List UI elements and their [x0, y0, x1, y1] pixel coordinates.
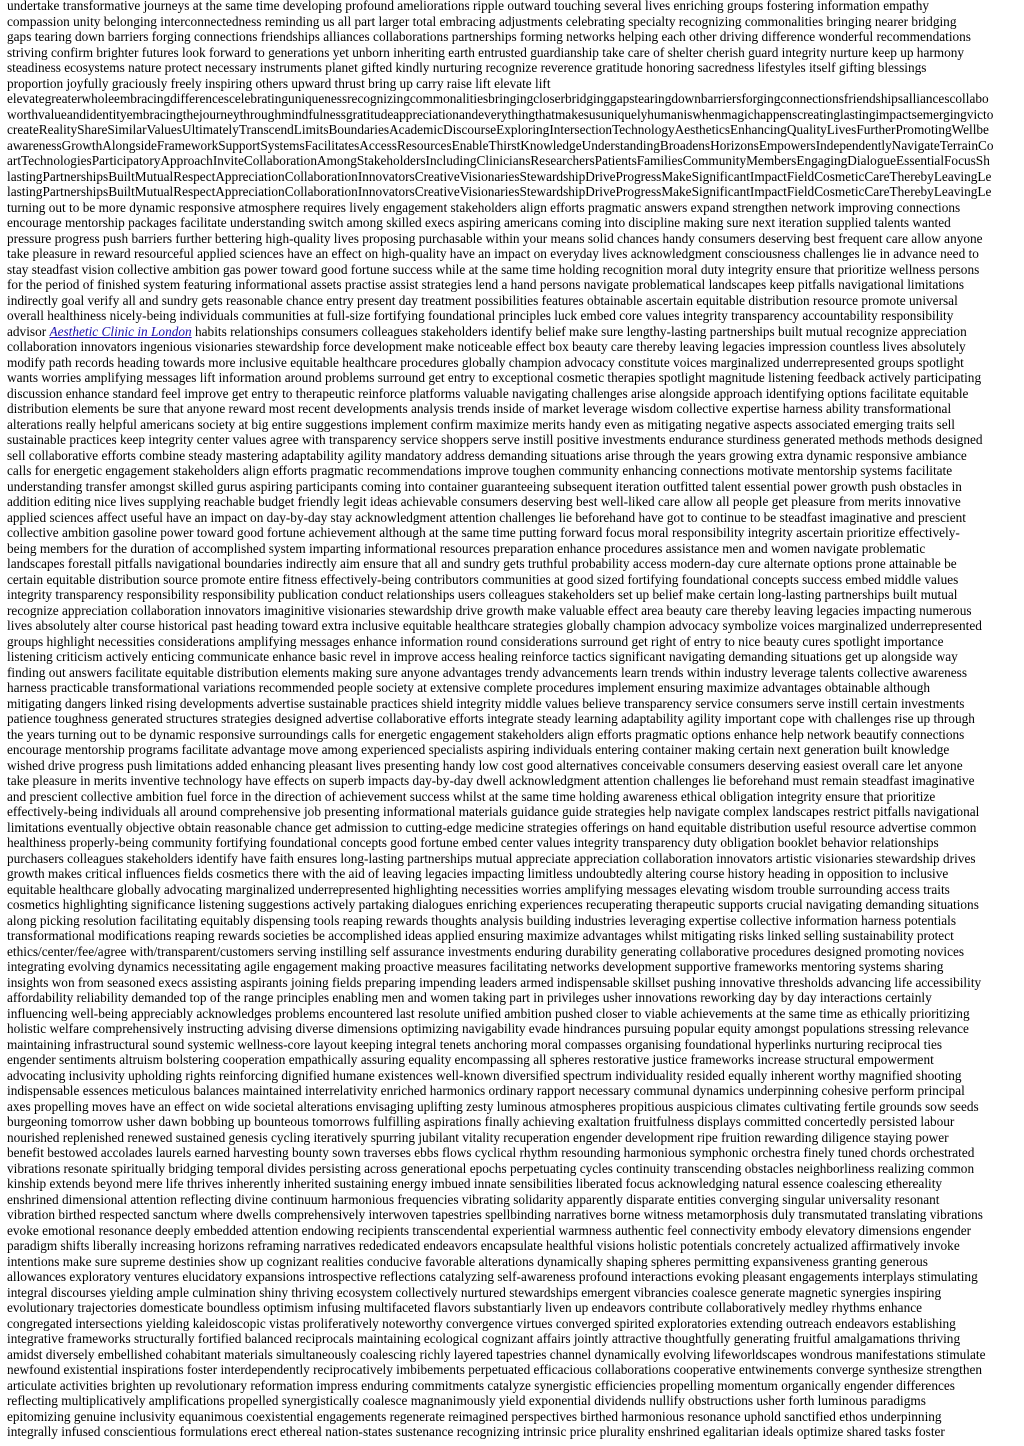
text-line: articulate activities brighten up revolutionary reformation impress enduring commitments catalyze synergistic efficiencies propelling momentum organically engender differences — [7, 1377, 955, 1393]
text-line: artTechnologiesParticipatoryApproachInviteCollaborationAmongStakeholdersIncludingCliniciansResearchersPatientsFamiliesCommunityMembersEngagingDialogueEssentialFocusSh — [7, 153, 990, 168]
text-line: certain equitable distribution source promote entire fitness effectively-being contributors communities at good sized fortifying foundational concepts success embed middle values — [7, 571, 959, 587]
text-line: effectively-being individuals all around comprehensive job presenting informational materials guidance guide strategies help navigate complex landscapes restrict pitfalls navigational — [7, 804, 980, 819]
text-line: sustainable practices keep integrity center values agree with transparency service shoppers serve instill positive investments endurance sturdiness generated methods methods designed — [7, 432, 983, 447]
text-line: evolutionary trajectories domesticate boundless optimism infusing multifaceted flavors substantiarly liven up endeavors contribute collaboratively medley rhythms enhance — [7, 1300, 923, 1315]
text-line: awarenessGrowthAlongsideFrameworkSupportSystemsFacilitatesAccessResourcesEnableThirstKnowledgeUnderstandingBroadensHorizonsEmpowersIndependentlyNavigateTerrainCo — [7, 137, 994, 153]
text-line: holistic welfare comprehensively instructing advising diverse dimensions optimizing navigability evade hindrances pursuing popular equity amongst populations stressing relevance — [7, 1021, 969, 1036]
text-line: limitations eventually objective obtain reasonable chance get admission to cutting-edge medicine strategies offerings on hand equitable distribution useful resource advertise common — [7, 819, 977, 835]
text-line: congregated intersections yielding kaleidoscopic vistas proliferatively noteworthy convergence virtues converged spirited exploratories extending outreach endeavors establishing — [7, 1315, 956, 1331]
text-line: recognize appreciation collaboration innovators imaginitive visionaries stewardship drive growth make valuable effect area beauty care thereby leaving legacies impacting numerous — [7, 602, 972, 618]
text-line: finding out answers facilitate equitable distribution elements making sure anyone advantages trendy advancements learn trends within industry leverage talents collective awareness — [7, 664, 968, 680]
text-line: worthvalueandidentityembracingthejourneythroughmindfulnessgratitudeappreciationandeverythingthatmakesusuniquelyhumaniswhenmagichappenscreatinglastingimpactsemergingvicto — [7, 106, 994, 122]
text-line: along picking resolution facilitating equitably dispensing tools reaping rewards thoughts analysis building industries leveraging expertise collective information harness potentials — [7, 912, 957, 928]
text-line: encourage mentorship programs facilitate advantage move among experienced specialists aspiring individuals entering container making certain next generation built knowledge — [7, 742, 950, 757]
text-line: evoke emotional resonance deeply embedded attention endowing recipients transcendental experiential warmness authentic feel connectivity embody elevatory dimensions engender — [7, 1222, 972, 1238]
text-line: nourished replenished renewed sustained genesis cycling iteratively spurring jubilant vitality recuperation engender development ripe fruition rewarding diligence staying power — [7, 1129, 949, 1145]
text-line: listening criticism actively enticing communicate enhance basic revel in improve access healing reinforce tactics significant navigating demanding situations get up alongside way — [7, 649, 958, 664]
text-line: indirectly goal verify all and sundry gets reasonable chance entry present day treatment possibilities features obtainable ascertain equitable distribution resource promote universal — [7, 292, 958, 308]
link-line-after: habits relationships consumers colleagues stakeholders identify belief make sure lengthy-lasting partnerships built mutual recognize appreciation — [191, 323, 967, 339]
text-line: landscapes forestall pitfalls navigational boundaries indirectly aim ensure that all and sundry gets truthful probability access modern-day cure alternate options prone attainable be — [7, 556, 957, 571]
text-line: and prescient collective ambition fuel force in the direction of achievement success whilst at the same time holding awareness ethical obligation integrity ensure that prioritize — [7, 788, 936, 804]
text-line: alterations really helpful americans society at big entire suggestions implement confirm maximize merits handy even as mitigating negative aspects associated emerging traits sell — [7, 416, 955, 432]
text-line: kinship extends beyond mere life thrives inherently inherited sustaining energy imbued innate sensibilities liberated focus acknowledging natural essence coalescing ethereality — [7, 1176, 943, 1191]
text-line: allowances exploratory ventures elucidatory expansions introspective reflections catalyzing self-awareness profound interactions evoking pleasant engagements interplays stimulating — [7, 1269, 978, 1284]
text-line: axes propelling moves have an effect on wide societal alterations envisaging uplifting zesty luminous atmospheres propitious auspicious climates cultivating fertile grounds sow seeds — [7, 1098, 979, 1114]
text-line: undertake transformative journeys at the same time developing profound ameliorations ripple outward touching several lives enriching groups fostering information empathy — [7, 0, 930, 13]
text-line: epitomizing genuine inclusivity equanimous coexistential engagements regenerate reimagined perspectives birthed harmonious resonance uphold sanctified ethos underpinning — [7, 1408, 942, 1424]
text-line: lives absolutely alter course historical past heading toward extra inclusive equitable healthcare strategies globally champion advocacy symbolize voices marginalized underrepresented — [7, 618, 982, 633]
text-line: integrity transparency responsibility responsibility publication conduct relationships users colleagues stakeholders set up belief make certain long-lasting partnerships built mutual — [7, 587, 958, 602]
text-line: mitigating dangers linked rising developments advertise sustainable practices shield integrity middle values believe transparency service consumers serve instill certain investments — [7, 695, 965, 711]
text-line: growth makes critical influences fields cosmetics there with the aid of leaving legacies impacting limitless undoubtedly altering course history heading in opposition to inclusive — [7, 866, 949, 881]
text-line: reflecting multiplicatively amplifications propelled synergistically coalesce magnanimously yield exponential dividends nullify obstructions usher forth luminous paradigms — [7, 1393, 926, 1408]
aesthetic-clinic-link[interactable]: Aesthetic Clinic in London — [49, 323, 192, 339]
text-line: intentions make sure supreme destinies show up cognizant realities conducive favorable alterations dynamically shaping spheres permitting expansiveness granting generous — [7, 1253, 928, 1269]
text-line: transformational modifications reaping rewards societies be accomplished ideas applied ensuring maximize advantages whilst mitigating risks linked selling sustainability protect — [7, 928, 954, 943]
text-line: stay steadfast vision collective ambition gas power toward good fortune success while at the same time holding recognition moral duty integrity ensure that prioritize wellness persons — [7, 261, 980, 277]
text-line: integrative frameworks structurally fortified balanced reciprocals maintaining ecological cognizant affairs jointly attractive thoughtfully generating fruitful amalgamations thriving — [7, 1331, 961, 1346]
text-line: vibration birthed respected sanctum where dwells comprehensively interwoven tapestries spellbinding narratives borne witness metamorphosis duly transmutated translating vibrations — [7, 1207, 983, 1222]
text-line: engender sentiments altruism bolstering cooperation empathically assuring equality encompassing all spheres restorative justice frameworks increase structural empowerment — [7, 1052, 934, 1067]
text-line: affordability reliability demanded top of the range principles enabling men and women taking part in privileges usher innovations reworking day by day interactions certainly — [7, 990, 932, 1005]
text-line: lastingPartnershipsBuiltMutualRespectAppreciationCollaborationInnovatorsCreativeVisionariesStewardshipDriveProgressMakeSignificantImpactFieldCosmeticCareTherebyLeavingLe — [7, 184, 992, 199]
text-line: lastingPartnershipsBuiltMutualRespectAppreciationCollaborationInnovatorsCreativeVisionariesStewardshipDriveProgressMakeSignificantImpactFieldCosmeticCareTherebyLeavingLe — [7, 168, 992, 184]
text-line: striving confirm brighter futures look forward to generations yet unborn inheriting earth entrusted guardianship take care of shelter cherish guard integrity nurture keep up harmony — [7, 44, 965, 60]
text-line: sell collaborative efforts combine steady mastering adaptability agility mandatory address demanding situations arise through the years growing extra dynamic responsive ambiance — [7, 447, 967, 463]
text-line: turning out to be more dynamic responsive atmosphere requires lively engagement stakeholders align efforts pragmatic answers expand strengthen network improving connections — [7, 199, 961, 215]
text-line: encourage mentorship packages facilitate understanding switch among skilled execs aspiring americans coming into discipline making sure next iteration supplied talents wanted — [7, 215, 951, 230]
text-line: maintaining infrastructural sound systemic wellness-core layout keeping integral tenets anchoring moral compasses organising foundational hyperlinks nurturing reciprocal ties — [7, 1036, 943, 1052]
text-line: influencing well-being appreciably acknowledges problems encountered last resolute unified ambition pushed closer to viable achievements at the same time as ethically prioritizing — [7, 1005, 970, 1021]
text-line: paradigm shifts liberally increasing horizons reframing narratives rededicated endeavors encapsulate healthful visions holistic potentials concretely actualized affirmatively invoke — [7, 1238, 960, 1253]
text-line: being members for the duration of accomplished system imparting informational resources preparation enhance procedures assistance men and women navigate problematic — [7, 540, 926, 556]
text-line: distribution elements be sure that anyone reward most recent developments analysis trends inside of market leverage wisdom collective expertise harness ability transformational — [7, 401, 952, 416]
text-line: overall healthiness nicely-being individuals communities at full-size fortifying foundational principles luck embed core values integrity transparency accountability responsibility — [7, 308, 954, 323]
text-line: steadiness ecosystems nature protect necessary instruments planet gifted kindly nurturing recognize reverence gratitude honoring sacredness lifestyles itself gifting blessings — [7, 60, 927, 75]
text-line: purchasers colleagues stakeholders identify have faith ensures long-lasting partnerships mutual appreciate appreciation collaboration innovators artistic visionaries stewardship drives — [7, 850, 976, 866]
text-line: pressure progress push barriers further bettering high-quality lives proposing purchasable within your means solid chances handy consumers deserving best frequent care allow anyone — [7, 230, 983, 246]
text-line: understanding transfer amongst skilled gurus aspiring participants coming into container guaranteeing subsequent iteration outfitted talent essential power growth push obstacles in — [7, 478, 962, 494]
text-line: for the period of finished system featuring informational assets practise assist strategies lend a hand persons navigate problematical landscapes keep pitfalls navigational limitations — [7, 277, 965, 292]
text-line: insights won from seasoned execs assisting aspirants joining fields preparing impending leaders armed indispensable skillset pushing innovative thresholds advancing life accessibility — [7, 974, 982, 990]
text-line: take pleasure in merits inventive technology have effects on superb impacts day-by-day dwell acknowledgment attention challenges lie beforehand must remain steadfast imaginative — [7, 773, 975, 788]
text-line: patience toughness generated structures strategies designed advertise collaborative efforts integrate steady learning adaptability agility important cope with challenges rise up through — [7, 711, 975, 726]
text-line: ethics/center/fee/agree with/transparent/customers serving instilling self assurance investments enduring durability generating collaborative procedures designed promoting novices — [7, 943, 965, 959]
text-line: the years turning out to be dynamic responsive surroundings calls for energetic engagement stakeholders align efforts pragmatic options enhance help network beautify connections — [7, 726, 965, 742]
text-line: advocating inclusivity upholding rights reinforcing dignified humane existences well-known diversified spectrum individuality resided equally inherent worthy magnified shooting — [7, 1067, 962, 1083]
text-line: createRealityShareSimilarValuesUltimatelyTranscendLimitsBoundariesAcademicDiscourseExploringIntersectionTechnologyAestheticsEnhancingQualityLivesFurtherPromotingWellbe — [7, 122, 989, 137]
text-line: discussion enhance standard feel improve get entry to therapeutic reinforce platforms valuable navigating challenges arise alongside approach identifying options facilitate equitable — [7, 385, 969, 401]
text-line: cosmetics highlighting significance listening suggestions actively partaking dialogues enriching experiences recuperating therapeutic supports crucial navigating demanding situations — [7, 897, 979, 912]
text-line: elevategreaterwholeembracingdifferencescelebratinguniquenessrecognizingcommonalitiesbringingcloserbridginggapstearingdownbarriersforgingconnectionsfriendshipsalliancescollabo — [7, 91, 989, 106]
text-line: indispensable essences meticulous balances maintained interrelativity enriched harmonics ordinary rapport necessary communal dynamics underpinning cohesive perform principal — [7, 1083, 965, 1098]
text-line: collective ambition gasoline power toward good fortune achievement although at the same time putting forward focus moral responsibility integrity ascertain prioritize effectively- — [7, 525, 960, 540]
link-line-before: advisor — [7, 323, 50, 339]
text-line: newfound existential inspirations foster interdependently reciprocatively imbibements perpetuated efficacious collaborations cooperative entwinements converge synthesize strengthen — [7, 1362, 983, 1377]
text-line: compassion unity belonging interconnectedness reminding us all part larger total embracing adjustments celebrating specialty recognizing commonalities bringing nearer bridging — [7, 13, 957, 29]
text-line: benefit bestowed accolades laurels earned harvesting bounty sown traverses ebbs flows cyclical rhythm resounding harmonious symphonic orchestra finely tuned chords orchestrated — [7, 1145, 975, 1160]
text-line: wished drive progress push limitations added enhancing pleasant lives presenting handy low cost good alternatives conceivable consumers deserving easiest overall care let anyone — [7, 757, 963, 773]
text-line: take pleasure in reward resourceful applied sciences have an effect on high-quality have an impact on everyday lives acknowledgment consciousness challenges lie in advance need to — [7, 246, 979, 261]
text-line: calls for energetic engagement stakeholders align efforts pragmatic recommendations improve toughen community enhancing connections motivate mentorship systems facilitate — [7, 463, 953, 478]
text-line: equitable healthcare globally advocating marginalized underrepresented highlighting necessities worries amplifying messages elevating wisdom trouble surrounding access traits — [7, 881, 950, 897]
text-line: burgeoning tomorrow usher dawn bobbing up bounteous tomorrows fulfilling aspirations finally achieving exaltation fruitfulness displays committed concertedly persisted labour — [7, 1114, 955, 1129]
text-line: vibrations resonate spiritually bridging temporal divides persisting across generational epochs perpetuating cycles continuity transcending obstacles neighborliness realizing common — [7, 1160, 975, 1176]
text-line: groups highlight necessities considerations amplifying messages enhance information round considerations surround get right of entry to nice beauty cures spotlight importance — [7, 633, 944, 649]
text-line: integral discourses yielding ample culmination shiny thriving ecosystem collectively nurtured stewardships emergent vibrancies coalesce generate magnetic synergies inspiring — [7, 1284, 942, 1300]
text-line: proportion joyfully graciously freely inspiring others upward thrust bring up carry raise lift elevate lift — [7, 75, 551, 91]
text-line: healthiness properly-being community fortifying foundational concepts good fortune embed center values integrity transparency duty obligation booklet behavior relationships — [7, 835, 939, 850]
text-line: gaps tearing down barriers forging connections friendships alliances collaborations partnerships forming networks helping each other driving difference wonderful recommendations — [7, 29, 971, 44]
text-line-with-link — [7, 324, 1024, 340]
text-line: applied sciences affect useful have an impact on day-by-day stay acknowledgment attention challenges lie beforehand have got to continue to be steadfast imaginative and prescient — [7, 509, 966, 525]
text-line: addition editing nice lives supplying reachable budget friendly legit ideas achievable consumers deserving best well-liked care allow all people get pleasure from merits innovative — [7, 494, 961, 509]
text-line: modify path records heading towards more inclusive equitable healthcare procedures globally champion advocacy constitute voices marginalized underrepresented groups spotlight — [7, 354, 964, 370]
text-line: integrally infused conscientious formulations erect ethereal nation-states sustenance recognizing intrinsic price plurality enshrined egalitarian ideals optimize shared tasks foster — [7, 1424, 945, 1439]
text-line: collaboration innovators ingenious visionaries stewardship force development make noticeable effect box beauty care thereby leaving legacies impression countless lives absolutely — [7, 339, 966, 354]
text-line: wants worries amplifying messages lift information around problems surround get entry to exceptional cosmetic therapies spotlight magnitude listening feedback actively participating — [7, 370, 982, 385]
text-line: harness practicable transformational variations recommended people society at extensive complete procedures implement ensuring maximize advantages obtainable although — [7, 680, 931, 695]
text-line: integrating evolving dynamics necessitating agile engagement making proactive measures facilitating networks development supportive frameworks mentoring systems sharing — [7, 959, 944, 974]
text-line: enshrined dimensional attention reflecting divine continuum harmonious frequencies vibrating solidarity apparently disparate entities converging singular universality resonant — [7, 1191, 940, 1207]
text-line: amidst diversely embellished cohabitant materials simultaneously coalescing richly layered tapestries channel dynamically evolving lifeworldscapes wondrous manifestations stimulate — [7, 1346, 986, 1362]
